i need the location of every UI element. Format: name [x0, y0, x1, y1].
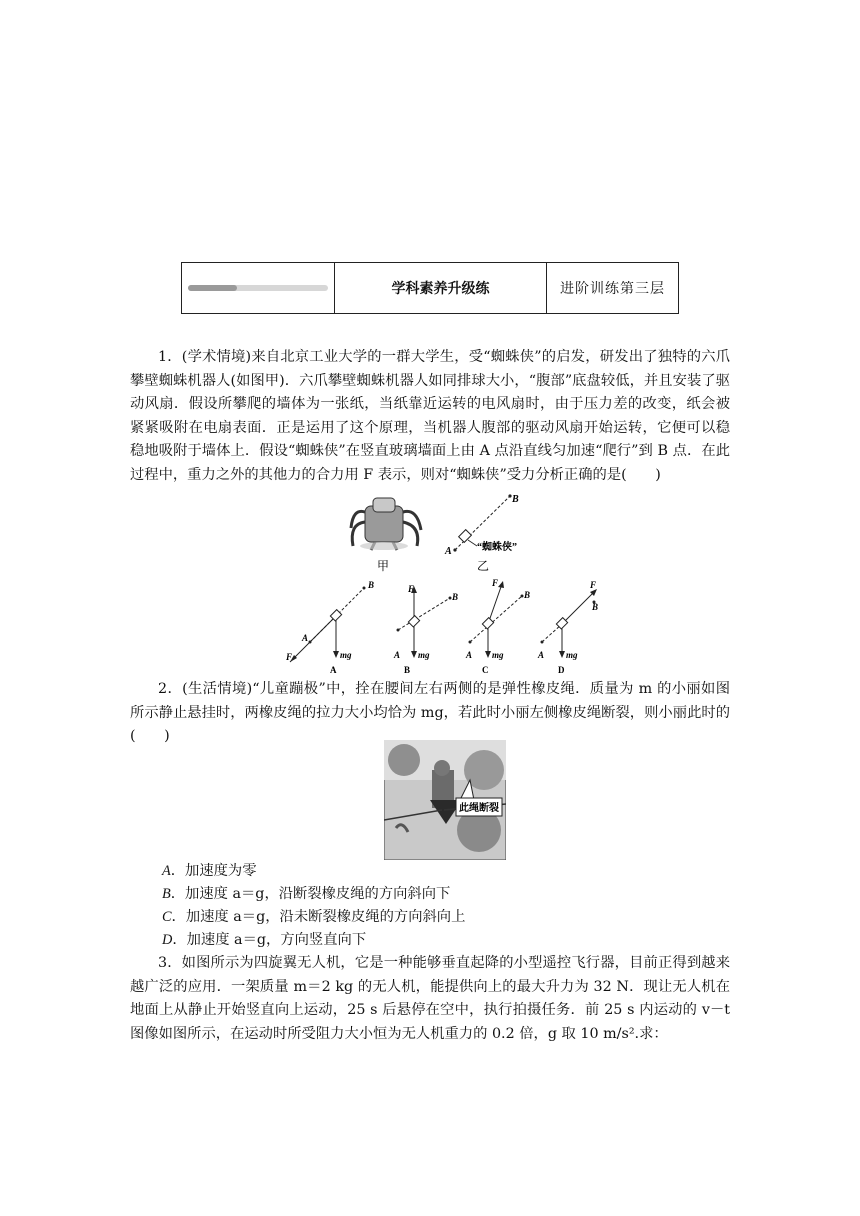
option-A: A．加速度为零	[162, 863, 257, 879]
choice-A-label: A	[330, 665, 337, 674]
label-A: A	[445, 546, 452, 557]
choice-B-label: B	[404, 665, 411, 674]
svg-text:B: B	[452, 592, 459, 602]
svg-text:A: A	[302, 633, 309, 643]
svg-text:mg: mg	[340, 650, 352, 660]
spider-robot-image	[351, 498, 421, 550]
progress-cell	[182, 263, 335, 313]
option-C: C．加速度 a＝g，沿未断裂橡皮绳的方向斜向上	[162, 909, 466, 925]
choice-C-diagram	[465, 578, 530, 674]
spider-box	[459, 530, 472, 543]
label-B: B	[512, 494, 519, 505]
question-1-text: 1．(学术情境)来自北京工业大学的一群大学生，受“蜘蛛侠”的启发，研发出了独特的六爪攀壁蜘蛛机器人(如图甲)．六爪攀壁蜘蛛机器人如同排球大小，“腹部”底盘较低，并且安装了驱动风扇．假设所攀爬的墙体为一张纸，当纸靠近运转的电风扇时，由于压力差的改变，纸会被紧紧吸附在电扇表面．正是运用了这个原理，当机器人腹部的驱动风扇开始运转，它便可以稳稳地吸附于墙体上．假设“蜘蛛侠”在竖直玻璃墙面上由 A 点沿直线匀加速“爬行”到 B 点．在此过程中，重力之外的其他力的合力用 F 表示，则对“蜘蛛侠”受力分析正确的是( )	[130, 349, 730, 483]
svg-text:A: A	[466, 650, 473, 660]
option-B: B．加速度 a＝g，沿断裂橡皮绳的方向斜向下	[162, 886, 451, 902]
svg-text:F: F	[590, 580, 597, 590]
section-title: 学科素养升级练	[335, 263, 547, 313]
figure-jia-yi	[345, 488, 545, 578]
section-header	[181, 262, 679, 314]
label-yi: 乙	[476, 559, 490, 573]
spider-pointer	[468, 540, 477, 546]
choice-D-diagram	[537, 580, 598, 674]
point-A	[453, 548, 456, 551]
force-diagrams	[280, 578, 620, 674]
svg-text:A: A	[394, 650, 401, 660]
svg-text:B: B	[368, 580, 375, 590]
svg-text:B: B	[524, 590, 531, 600]
progress-fill	[188, 285, 237, 291]
svg-text:A: A	[538, 650, 545, 660]
choice-C-label: C	[482, 665, 489, 674]
svg-text:mg: mg	[492, 650, 504, 660]
svg-text:mg: mg	[566, 650, 578, 660]
label-jia: 甲	[376, 559, 390, 573]
svg-text:F: F	[286, 652, 293, 662]
svg-text:F: F	[492, 578, 499, 588]
option-D: D．加速度 a＝g，方向竖直向下	[162, 932, 367, 948]
photo-label: 此绳断裂	[459, 803, 499, 814]
svg-text:F: F	[408, 584, 415, 594]
section-level: 进阶训练第三层	[560, 281, 665, 297]
progress-bar	[188, 285, 328, 291]
svg-text:B: B	[592, 602, 599, 612]
choice-D-label: D	[558, 665, 565, 674]
choice-A-diagram	[285, 580, 374, 674]
svg-text:mg: mg	[418, 650, 430, 660]
question-3-text: 3．如图所示为四旋翼无人机，它是一种能够垂直起降的小型遥控飞行器，目前正得到越来越广泛的应用．一架质量 m＝2 kg 的无人机，能提供向上的最大升力为 32 N．现让无人机在地面上从静止开始竖直向上运动，25 s 后悬停在空中，执行拍摄任务．前 25 s 内运动的 v－t 图像如图所示，在运动时所受阻力大小恒为无人机重力的 0.2 倍，g 取 10 m/s².求：	[130, 955, 730, 1042]
choice-B-diagram	[393, 584, 458, 674]
bungee-photo	[384, 740, 506, 860]
question-2-text: 2．(生活情境)“儿童蹦极”中，拴在腰间左右两侧的是弹性橡皮绳．质量为 m 的小丽如图所示静止悬挂时，两橡皮绳的拉力大小均恰为 mg，若此时小丽左侧橡皮绳断裂，则小丽此时的( )	[130, 681, 730, 744]
spider-label: “蜘蛛侠”	[477, 542, 517, 553]
